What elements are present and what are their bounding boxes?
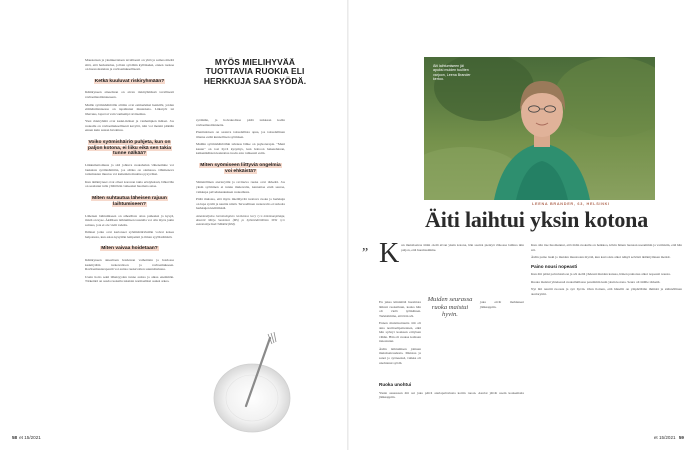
paragraph: joka eivät mahtuneet jääkaappiin. [480,300,524,309]
paragraph: Ikääntyneen aineeltaan hoidetaan vaiheittain ja hoidossa keskitytään ruokavalioon ja ravitsemukseen. Ravitsemusterapeutti voi auttaa ruokavalion suunnittelussa. [85,258,174,272]
right-col-2 [531,243,682,299]
portrait-photo [424,57,655,200]
folio-left: 58 et 15/2021 [12,435,41,440]
paragraph: Ihmiset jotka ovat kertoneet syömishäiriöstään voivat kokea helpotusta, kun asiaa kysytään lempeästi ja ilman syyllistämistä. [85,230,174,239]
right-col-1 [379,238,524,269]
paragraph: Kun äiti pääsi palvelutaloon ja söi siellä yhdessä muiden kanssa, hänen painonsa alkoi nopeasti nousta. [531,272,671,277]
subhead-risk-groups: Ketkä kuuluvat riskiryhmään? [94,78,165,84]
paragraph: Kun ikääntyneet ovat olleet koronan takia eristyksissä, lähteville on saattanut tulla yllättävän vaikeaksi huomata asiaa. [85,179,174,189]
left-col-2 [196,118,285,229]
pullquote-big: MYÖS MIELIHYVÄÄ TUOTTAVIA RUOKIA ELI HERKKUJA SAA SYÖDÄ. [203,57,307,86]
subhead-weight-rose: Paino nousi nopeasti [531,263,578,269]
paragraph: Ruoka maistui yhteisessä ruokailutilassa paremmin kuin yksin kotona. Seura oli äidille tärkeää. [531,279,661,284]
dropcap: K [379,238,400,269]
paragraph: Säännöllinen ateriarytmi ja ravitseva ruoka ovat tärkeitä. Jos yksin syöminen ei tunnu mukavalta, kannattaa etsiä seuraa, vaikkapa palvelukeskuksen ruokailusta. [196,180,285,194]
paragraph: Ennen muistisairautta äiti oli aina normaalipainoinen, eikä hän syönyt koskaan erityisen vähän. Hän oli ruokaa kohtaan innostunut. [379,321,421,344]
paragraph: Muille syömishäiriöille alttiita ovat esimerkiksi henkilöt, joiden elämäntilanteessa on tapahtunut muutoksia. Liikatyöt tai lihavuus, lapsi tai vain vanhempi ravitsemus. [85,102,174,116]
right-col-1-lower [379,378,524,403]
right-col-1-narrow [379,300,421,368]
article-title: Äiti laihtui yksin kotona [425,207,649,232]
pullquote-small: Muiden seurassa ruoka maistui hyvin. [427,296,473,319]
paragraph: Nyt äiti nauttii ruoasta ja syö hyvin. Olen iloinen, että hänellä on ympärillään ihmisiä ja säännöllinen ateriarytmi. [531,287,682,296]
paragraph: En jaksa kiinnittää huomiota äitinsä ruokailuun, koska hän oli vielä työikäinen. Tarkistimme, että hän söi. [379,300,421,318]
folio-right: et 15/2021 59 [653,435,684,440]
paragraph: Yksi riskiryhmä ovat keski-ikäiset ja vanhempien ikäiset. Jos ruokailu on ravitsemuksellisesti kevyttä, niin voi mennä pitkään ennen kuin asiaan havahtuu. [85,119,174,133]
paragraph: Pienituloisen on saatava taloudellista apua, jos taloudellinen tilanne estää kunnollisen syömisen. [196,130,285,139]
paragraph: Äidin laihtumisen johtuen muistisairaudesta. Muistaa ja sanoi jo syöneensä, vaikka oli unohtanut syödä. [379,346,421,365]
plate-shape [214,364,290,432]
kicker-byline: LEENA BRANDER, 63, HELSINKI [532,202,610,206]
left-col-1 [85,58,174,287]
paragraph: Äidin paino laski jo muiden muutosten myötä, kun kasvoista alkoi näkyä selvästi ikääntymisen merkit. [531,255,671,260]
paragraph: Ikääntyneen aineeltaan on aivan riskiryhmässä tavallisesti ravitsemustilanteeseen. [85,90,174,99]
subhead-prevention: Miten syömiseen liittyviä ongelmia voi ehkäistä? [200,162,281,174]
paragraph: Usein hoito sekä läheisyyden tunne auttaa ja aikaa enemmän. Tärkeintä on saada ruokailu takaisin normaaliksi osaksi arkea. [85,274,174,284]
subhead-staying-home: Voiko syömishäiriö puhjeta, kun on paljon kotona, ei liiku eikä sen takia tunne nälkää? [88,139,171,157]
paragraph: syömään, ja hoivakodissa pitää tarkkaan kodin ravitsemustilannetta. [196,118,285,127]
quote-mark: ” [362,246,369,261]
paragraph: un muistisairas äitini oleili aivan yksin kotona, hän saattoi pientyä viikossa laihtua niin paljon, että huomasimme. [401,243,524,252]
photo-caption: Äiti laihtumiseen jäi apuksi muiden tuuliten varjoon, Leena Brander kertoo. [433,64,471,81]
paragraph: Liikkumattomuus ja sitä johtuva ruokahalun vähenemine voi laukaista syömishäiriön, jos alttius on olemassa. Ohimeneva tottumusten muutos voi kuitenkin muuttua pysyväksi. [85,163,174,177]
plate-fork-illustration [208,332,296,436]
subhead-loved-one: Miten suhtautua läheisen rajuun laihtumiseen? [92,195,167,207]
paragraph: Läheisen laihtumiseen on aiheellista ottaa puheeksi ja kysyä, mistä on kyse. Äkillisen laihtumisen taustalla voi olla myös jokin sairaus, jota ei ole vielä todettu. [85,213,174,227]
paragraph: Yksin asuessaan äiti sai joka päivä ateriapalvelusta kotiin ruoan. Ateriat jäivät usein koskematta jääkaappiin. [379,390,524,400]
paragraph: Muihin syömishäiriöihin tehokas lääke on psykoterapia. "Meni kauan" on tosi hyvä kysymys, kun hoitoon hakeudutaan, kaikenikäisten kannattaa tuoda asia rohkeasti esiin. [196,142,285,156]
subhead-treatment: Miten vaivaa hoidetaan? [101,246,158,252]
expert-credit: Asiantuntijoina Gerontologinen ravitsemus Gery ry:n toiminnanjohtaja, dosentti Merja Suominen (MS) ja Syömishäiriöliiton SYLI ry:n asiantuntija Katri Mikkilä (KM). [196,213,285,226]
paragraph: Kun olin itse huomannut, että äidin ruokailu on heikkoa, kävin hänen luonaan useammin ja varmistin, että hän söi. [531,243,682,252]
intro-paragraph: Maustetaan ja yksinkertaisen tavallisesti on yhtä ja samaa mieltä siitä, että herkuttelua, jolloin syödään kylläiseksi, ennen ruokaa on huonolaatuista ja ravitsemuksellisesti. [85,58,174,72]
subhead-forgotten-food: Ruoka unohtui [379,382,412,387]
paragraph: Pitää muistaa, että myös mielihyvää tuottava ruoka ja herkkuja on lupa syödä ja nauttia niistä. Terveellinen ruokavalio ei tarkoita herkkujen kieltämistä. [196,197,285,211]
right-col-1-side [480,300,524,312]
